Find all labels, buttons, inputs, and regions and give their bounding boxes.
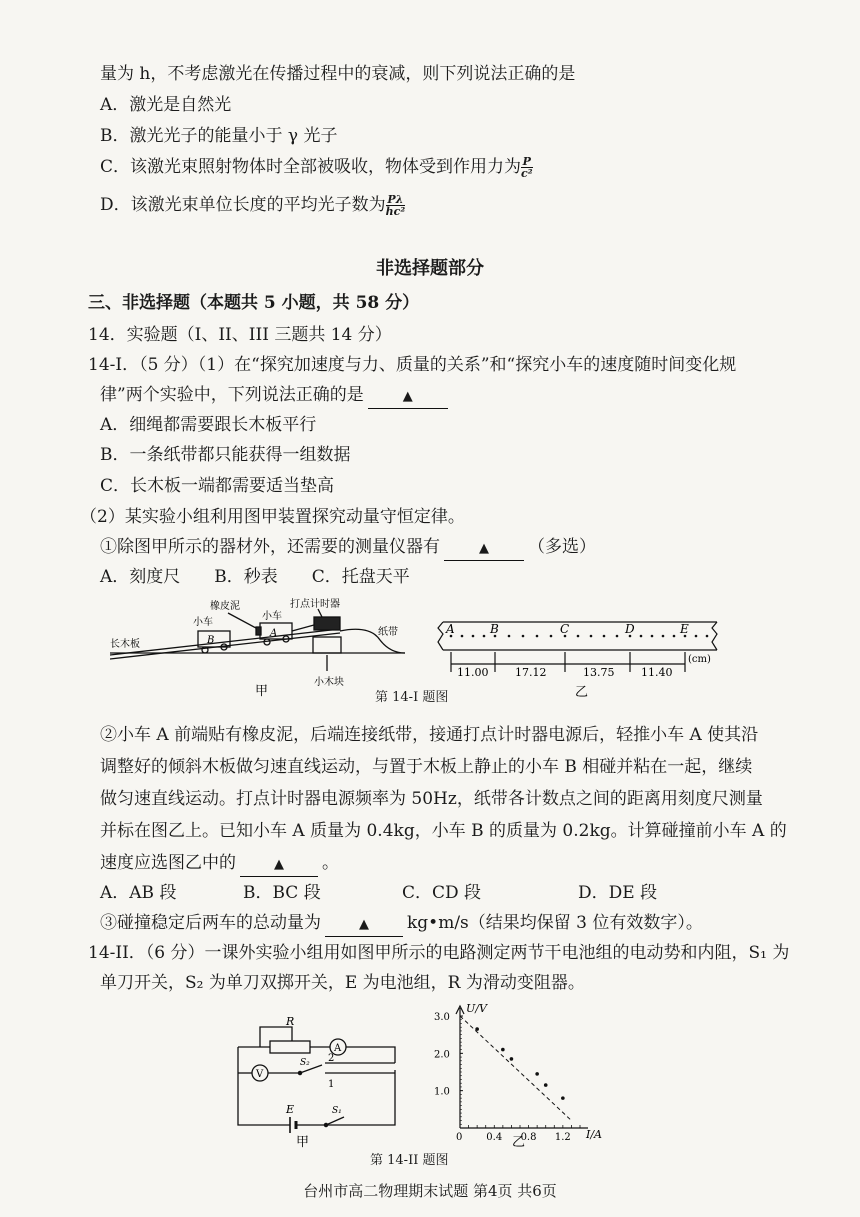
- figure-ui-graph: [420, 1000, 620, 1150]
- figure-14-2-caption: 第 14-II 题图: [370, 1153, 449, 1168]
- figure-14-1-caption: 第 14-I 题图: [375, 690, 449, 705]
- answer-blank[interactable]: ▲: [325, 914, 403, 937]
- x-tick-label: 0.8: [520, 1132, 537, 1143]
- q14-1-line1: 14-I．（5 分）（1）在“探究加速度与力、质量的关系”和“探究小车的速度随时间变化规: [88, 355, 737, 375]
- answer-blank[interactable]: ▲: [368, 386, 448, 409]
- q14-1-sub2-line1: ②小车 A 前端贴有橡皮泥，后端连接纸带，接通打点计时器电源后，轻推小车 A 使其沿: [100, 725, 759, 745]
- frac-denominator: c²: [521, 167, 533, 180]
- figure-jia-incline: [110, 595, 410, 700]
- label-jia: 甲: [255, 684, 269, 699]
- figure-circuit-jia: [230, 1015, 410, 1150]
- q14-1-sub1: [100, 536, 596, 561]
- data-point: [501, 1048, 505, 1052]
- q14-1-line2-text: 律”两个实验中，下列说法正确的是: [100, 385, 364, 405]
- tape-unit: (cm): [688, 654, 711, 665]
- tape-point-a: A: [446, 622, 455, 636]
- q13-option-b: B．激光光子的能量小于 γ 光子: [100, 126, 338, 146]
- q14-1-sub2-opt-b: B．BC 段: [243, 883, 321, 903]
- ammeter-icon: A: [334, 1043, 342, 1054]
- graph-label-yi: 乙: [512, 1135, 526, 1150]
- sub3-tail: kg•m/s（结果均保留 3 位有效数字）。: [407, 913, 703, 933]
- frac-numerator: Pλ: [387, 193, 404, 206]
- q14-1-opt-b: B．一条纸带都只能获得一组数据: [100, 445, 351, 465]
- circuit-label-r: R: [286, 1015, 295, 1028]
- q13-stem-tail: 量为 h，不考虑激光在传播过程中的衰减，则下列说法正确的是: [100, 64, 576, 84]
- q13-option-c-text: C．该激光束照射物体时全部被吸收，物体受到作用力为: [100, 157, 522, 177]
- voltmeter-icon: V: [256, 1069, 264, 1080]
- circuit-label-jia: 甲: [296, 1135, 310, 1150]
- q14-1-sub1-options: A．刻度尺 B．秒表 C．托盘天平: [100, 567, 410, 587]
- sub1-tail: （多选）: [528, 537, 596, 557]
- fit-line: [460, 1016, 571, 1121]
- graph-ylabel: U/V: [466, 1002, 487, 1015]
- graph-xlabel: I/A: [586, 1128, 602, 1141]
- part3-heading: [88, 292, 419, 314]
- tape-point-b: B: [490, 622, 499, 636]
- cart-b-label: B: [207, 635, 215, 646]
- q14-1-sub2-opt-a: A．AB 段: [100, 883, 177, 903]
- label-dadian: 打点计时器: [290, 599, 340, 610]
- x-tick-label: 0.4: [486, 1132, 503, 1143]
- q14-1-opt-c: C．长木板一端都需要适当垫高: [100, 476, 335, 496]
- circuit-label-e: E: [286, 1103, 295, 1116]
- sub2-line5-tail: 。: [322, 853, 339, 873]
- q13-option-c: [100, 156, 533, 179]
- circuit-label-s2: S₂: [300, 1058, 310, 1068]
- part3-text: 三、非选择题（本题共 5 小题，共 58 分）: [88, 293, 420, 313]
- tape-point-c: C: [560, 622, 570, 636]
- q14-2-line1: 14-II．（6 分）一课外实验小组用如图甲所示的电路测定两节干电池组的电动势和内阻，S₁ 为: [88, 943, 790, 963]
- data-point: [535, 1072, 539, 1076]
- q13-option-d-text: D．该激光束单位长度的平均光子数为: [100, 195, 386, 215]
- y-tick-label: 3.0: [434, 1012, 450, 1023]
- label-yi: 乙: [575, 685, 589, 699]
- data-point: [510, 1057, 514, 1061]
- data-point: [561, 1096, 565, 1100]
- circuit-label-pos1: 1: [328, 1079, 335, 1090]
- sub2-line5-text: 速度应选图乙中的: [100, 853, 236, 873]
- tape-dots: [450, 635, 709, 638]
- answer-blank[interactable]: ▲: [240, 854, 318, 877]
- q14-1-line2: [100, 384, 452, 409]
- label-zhidai: 纸带: [378, 627, 398, 638]
- answer-blank[interactable]: ▲: [444, 538, 524, 561]
- tape-distance-de: 11.40: [641, 666, 673, 679]
- q14-1-sub2-line4: 并标在图乙上。已知小车 A 质量为 0.4kg，小车 B 的质量为 0.2kg。计算碰撞前小车 A 的: [100, 821, 787, 841]
- label-changmuban: 长木板: [110, 639, 140, 650]
- q14-2-line2: 单刀开关，S₂ 为单刀双掷开关，E 为电池组，R 为滑动变阻器。: [100, 973, 585, 993]
- tape-point-e: E: [680, 622, 689, 636]
- q14-1-sub2-opt-c: C．CD 段: [402, 883, 482, 903]
- label-xiaoche-b: 小车: [193, 617, 213, 628]
- q14-1-sub2-opt-d: D．DE 段: [578, 883, 658, 903]
- label-xiangpini: 橡皮泥: [210, 601, 240, 612]
- q14-1-sub2-line2: 调整好的倾斜木板做匀速直线运动，与置于木板上静止的小车 B 相碰并粘在一起，继续: [100, 757, 753, 777]
- sub1-text: ①除图甲所示的器材外，还需要的测量仪器有: [100, 537, 440, 557]
- section-heading: 非选择题部分: [376, 258, 484, 279]
- x-tick-label: 0: [456, 1132, 463, 1143]
- frac-denominator: hc²: [385, 205, 406, 218]
- y-tick-label: 1.0: [434, 1086, 450, 1098]
- label-xiaomukuai: 小木块: [314, 677, 344, 688]
- data-point: [475, 1027, 479, 1031]
- tape-distance-cd: 13.75: [583, 666, 615, 679]
- tape-distance-ab: 11.00: [457, 666, 489, 679]
- data-point: [544, 1083, 548, 1087]
- q14-1-sub2-line5: [100, 852, 339, 877]
- figure-yi-tape: [435, 614, 725, 699]
- q14-1-sub2-line3: 做匀速直线运动。打点计时器电源频率为 50Hz，纸带各计数点之间的距离用刻度尺测量: [100, 789, 763, 809]
- fraction-p-over-c2: [521, 156, 533, 179]
- q14-1-sub3: [100, 912, 703, 937]
- q14-title: 14．实验题（I、II、III 三题共 14 分）: [88, 325, 392, 345]
- x-tick-label: 1.2: [554, 1132, 571, 1143]
- tape-distance-bc: 17.12: [515, 666, 547, 679]
- sub3-text: ③碰撞稳定后两车的总动量为: [100, 913, 321, 933]
- q13-option-d: [100, 194, 405, 217]
- frac-numerator: P: [522, 155, 531, 168]
- cart-a-label: A: [270, 628, 278, 639]
- y-tick-label: 2.0: [434, 1049, 450, 1061]
- q14-1-part2: （2）某实验小组利用图甲装置探究动量守恒定律。: [80, 507, 465, 527]
- fraction-plambda-over-hc2: [386, 194, 406, 217]
- q14-1-opt-a: A．细绳都需要跟长木板平行: [100, 415, 317, 435]
- circuit-label-s1: S₁: [332, 1106, 342, 1116]
- q13-option-a: A．激光是自然光: [100, 95, 232, 115]
- page-footer: 台州市高二物理期末试题 第4页 共6页: [303, 1182, 557, 1200]
- circuit-label-pos2: 2: [328, 1053, 335, 1064]
- label-xiaoche-a: 小车: [262, 611, 282, 622]
- tape-point-d: D: [625, 622, 635, 636]
